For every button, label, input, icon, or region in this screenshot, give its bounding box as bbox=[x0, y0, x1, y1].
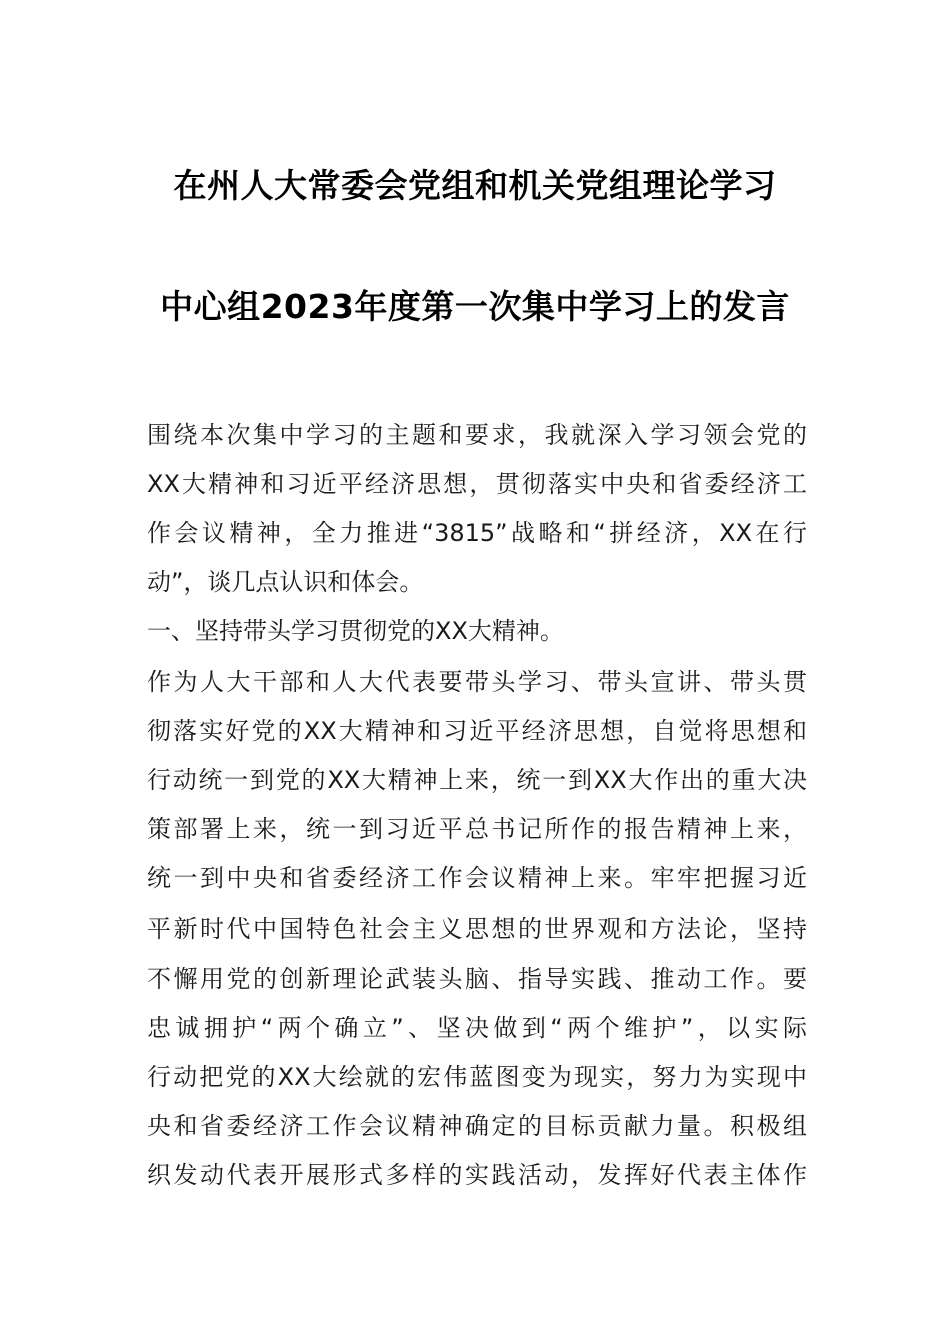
body-line: 行动把党的XX大绘就的宏伟蓝图变为现实，努力为实现中 bbox=[147, 1063, 807, 1091]
body-line: 不懈用党的创新理论武装头脑、指导实践、推动工作。要 bbox=[147, 965, 807, 993]
body-line: 忠诚拥护“两个确立”、坚决做到“两个维护”，以实际 bbox=[147, 1014, 807, 1042]
body-line: 央和省委经济工作会议精神确定的目标贡献力量。积极组 bbox=[147, 1112, 807, 1140]
body-line: 行动统一到党的XX大精神上来，统一到XX大作出的重大决 bbox=[147, 766, 807, 794]
body-line: 围绕本次集中学习的主题和要求，我就深入学习领会党的 bbox=[147, 421, 807, 449]
body-line: 平新时代中国特色社会主义思想的世界观和方法论，坚持 bbox=[147, 915, 807, 943]
document-title-line-2: 中心组2023年度第一次集中学习上的发言 bbox=[160, 287, 790, 326]
section-heading: 一、坚持带头学习贯彻党的XX大精神。 bbox=[147, 617, 564, 645]
body-line: 作为人大干部和人大代表要带头学习、带头宣讲、带头贯 bbox=[147, 668, 807, 696]
body-line: 动”，谈几点认识和体会。 bbox=[147, 568, 424, 596]
body-line: 作会议精神，全力推进“3815”战略和“拼经济，XX在行 bbox=[147, 519, 807, 547]
document-title-line-1: 在州人大常委会党组和机关党组理论学习 bbox=[173, 166, 777, 205]
body-line: 织发动代表开展形式多样的实践活动，发挥好代表主体作 bbox=[147, 1161, 807, 1189]
body-line: 彻落实好党的XX大精神和习近平经济思想，自觉将思想和 bbox=[147, 717, 807, 745]
body-line: XX大精神和习近平经济思想，贯彻落实中央和省委经济工 bbox=[147, 470, 807, 498]
body-line: 统一到中央和省委经济工作会议精神上来。牢牢把握习近 bbox=[147, 864, 807, 892]
body-line: 策部署上来，统一到习近平总书记所作的报告精神上来， bbox=[147, 815, 807, 843]
